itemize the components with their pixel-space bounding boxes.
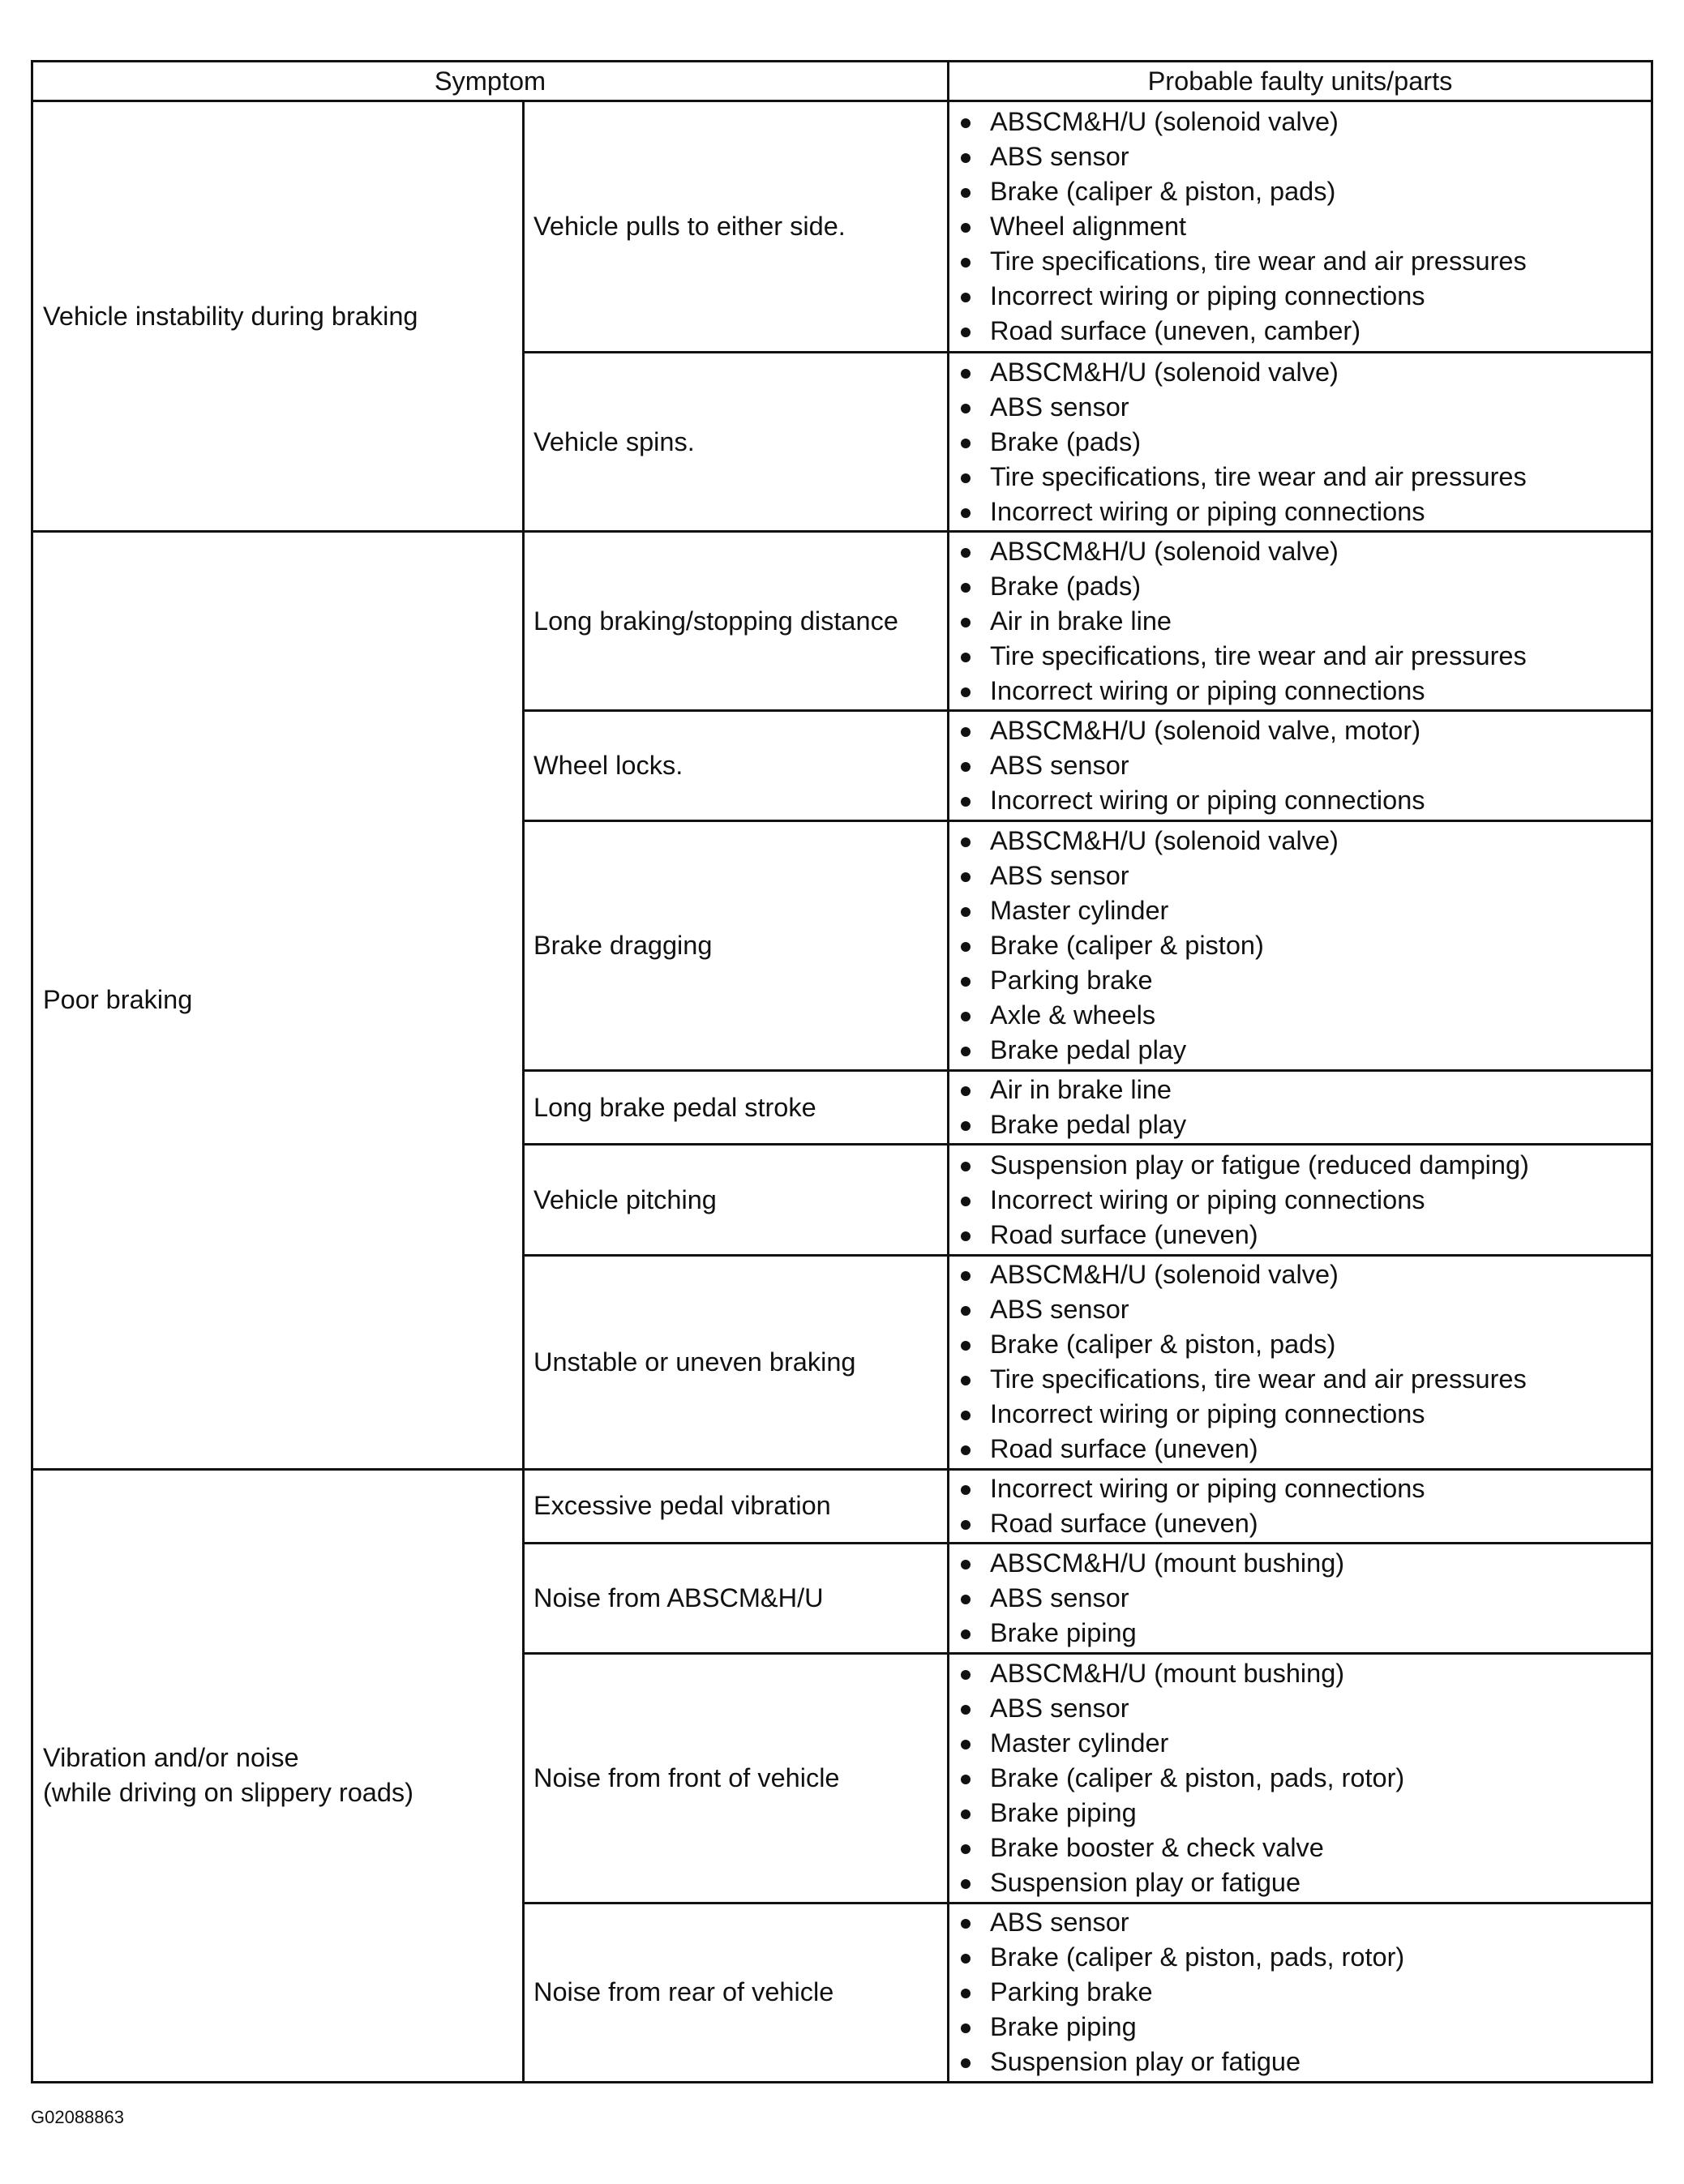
probable-parts-cell — [949, 1145, 1652, 1255]
part-item: Road surface (uneven) — [958, 1432, 1648, 1467]
symptom-category-line: Vibration and/or noise — [43, 1743, 299, 1773]
part-item: Brake (caliper & piston) — [958, 928, 1648, 963]
symptom-detail: Vehicle pitching — [524, 1145, 949, 1255]
parts-list — [958, 1656, 1648, 1900]
part-item: ABSCM&H/U (mount bushing) — [958, 1656, 1648, 1691]
parts-list — [958, 1257, 1648, 1467]
probable-parts-cell — [949, 1653, 1652, 1903]
symptom-column-header: Symptom — [32, 62, 949, 101]
part-item: Air in brake line — [958, 604, 1648, 639]
probable-parts-cell — [949, 532, 1652, 711]
probable-parts-cell — [949, 101, 1652, 353]
symptom-detail: Noise from rear of vehicle — [524, 1903, 949, 2082]
part-item: ABS sensor — [958, 859, 1648, 893]
part-item: Incorrect wiring or piping connections — [958, 279, 1648, 314]
diagnosis-table — [31, 60, 1653, 2083]
part-item: ABS sensor — [958, 139, 1648, 174]
part-item: Brake (pads) — [958, 569, 1648, 604]
symptom-detail: Long brake pedal stroke — [524, 1071, 949, 1145]
symptom-detail: Vehicle pulls to either side. — [524, 101, 949, 353]
part-item: Parking brake — [958, 963, 1648, 998]
part-item: Suspension play or fatigue — [958, 2045, 1648, 2079]
part-item: Wheel alignment — [958, 209, 1648, 244]
part-item: Master cylinder — [958, 1726, 1648, 1761]
part-item: Incorrect wiring or piping connections — [958, 495, 1648, 529]
part-item: ABSCM&H/U (solenoid valve) — [958, 534, 1648, 569]
part-item: Axle & wheels — [958, 998, 1648, 1033]
part-item: Brake (caliper & piston, pads) — [958, 174, 1648, 209]
part-item: Brake (pads) — [958, 425, 1648, 460]
symptom-category — [32, 532, 524, 1469]
table-row — [32, 101, 1652, 353]
symptom-category — [32, 1469, 524, 2082]
symptom-detail: Wheel locks. — [524, 711, 949, 821]
part-item: Master cylinder — [958, 893, 1648, 928]
part-item: Brake (caliper & piston, pads, rotor) — [958, 1940, 1648, 1975]
part-item: ABSCM&H/U (solenoid valve) — [958, 105, 1648, 139]
parts-list — [958, 824, 1648, 1068]
part-item: Suspension play or fatigue (reduced damping) — [958, 1148, 1648, 1183]
part-item: Incorrect wiring or piping connections — [958, 674, 1648, 709]
symptom-detail: Long braking/stopping distance — [524, 532, 949, 711]
part-item: Brake pedal play — [958, 1033, 1648, 1068]
probable-parts-cell — [949, 1903, 1652, 2082]
table-header-row — [32, 62, 1652, 101]
part-item: Brake booster & check valve — [958, 1831, 1648, 1865]
symptom-category-line: (while driving on slippery roads) — [43, 1778, 414, 1808]
part-item: ABS sensor — [958, 1292, 1648, 1327]
symptom-detail: Brake dragging — [524, 821, 949, 1071]
probable-parts-cell — [949, 1469, 1652, 1543]
symptom-category-line: Poor braking — [43, 985, 193, 1015]
symptom-detail: Vehicle spins. — [524, 353, 949, 532]
part-item: Road surface (uneven) — [958, 1218, 1648, 1253]
probable-parts-cell — [949, 1255, 1652, 1469]
probable-parts-cell — [949, 821, 1652, 1071]
part-item: Brake pedal play — [958, 1107, 1648, 1142]
part-item: Incorrect wiring or piping connections — [958, 783, 1648, 818]
table-row — [32, 532, 1652, 711]
part-item: ABSCM&H/U (solenoid valve) — [958, 1257, 1648, 1292]
part-item: Brake (caliper & piston, pads, rotor) — [958, 1761, 1648, 1796]
part-item: Parking brake — [958, 1975, 1648, 2010]
diagnosis-table-container — [31, 60, 1651, 2083]
parts-list — [958, 534, 1648, 709]
parts-list — [958, 355, 1648, 529]
part-item: ABSCM&H/U (solenoid valve, motor) — [958, 713, 1648, 748]
part-item: Incorrect wiring or piping connections — [958, 1183, 1648, 1218]
parts-list — [958, 1471, 1648, 1541]
probable-parts-cell — [949, 711, 1652, 821]
part-item: Brake piping — [958, 1616, 1648, 1651]
probable-parts-cell — [949, 1543, 1652, 1653]
part-item: ABSCM&H/U (solenoid valve) — [958, 355, 1648, 390]
figure-code: G02088863 — [31, 2107, 124, 2127]
part-item: Brake (caliper & piston, pads) — [958, 1327, 1648, 1362]
parts-list — [958, 105, 1648, 349]
part-item: Tire specifications, tire wear and air pressures — [958, 639, 1648, 674]
symptom-detail: Unstable or uneven braking — [524, 1255, 949, 1469]
part-item: Incorrect wiring or piping connections — [958, 1397, 1648, 1432]
part-item: Incorrect wiring or piping connections — [958, 1471, 1648, 1506]
part-item: Tire specifications, tire wear and air pressures — [958, 460, 1648, 495]
part-item: Tire specifications, tire wear and air pressures — [958, 1362, 1648, 1397]
part-item: ABS sensor — [958, 1581, 1648, 1616]
parts-list — [958, 1073, 1648, 1142]
part-item: Road surface (uneven, camber) — [958, 314, 1648, 349]
part-item: Road surface (uneven) — [958, 1506, 1648, 1541]
part-item: ABSCM&H/U (mount bushing) — [958, 1546, 1648, 1581]
part-item: Tire specifications, tire wear and air pressures — [958, 244, 1648, 279]
parts-list — [958, 1546, 1648, 1651]
probable-parts-cell — [949, 353, 1652, 532]
parts-column-header: Probable faulty units/parts — [949, 62, 1652, 101]
symptom-category-line: Vehicle instability during braking — [43, 301, 418, 331]
part-item: ABS sensor — [958, 748, 1648, 783]
part-item: ABS sensor — [958, 390, 1648, 425]
table-body — [32, 101, 1652, 2083]
symptom-detail: Noise from front of vehicle — [524, 1653, 949, 1903]
part-item: Suspension play or fatigue — [958, 1865, 1648, 1900]
part-item: ABS sensor — [958, 1691, 1648, 1726]
parts-list — [958, 1148, 1648, 1253]
part-item: Brake piping — [958, 1796, 1648, 1831]
part-item: ABSCM&H/U (solenoid valve) — [958, 824, 1648, 859]
probable-parts-cell — [949, 1071, 1652, 1145]
table-row — [32, 1469, 1652, 1543]
parts-list — [958, 713, 1648, 818]
symptom-detail: Noise from ABSCM&H/U — [524, 1543, 949, 1653]
symptom-category — [32, 101, 524, 532]
part-item: Air in brake line — [958, 1073, 1648, 1107]
part-item: Brake piping — [958, 2010, 1648, 2045]
part-item: ABS sensor — [958, 1905, 1648, 1940]
parts-list — [958, 1905, 1648, 2079]
symptom-detail: Excessive pedal vibration — [524, 1469, 949, 1543]
